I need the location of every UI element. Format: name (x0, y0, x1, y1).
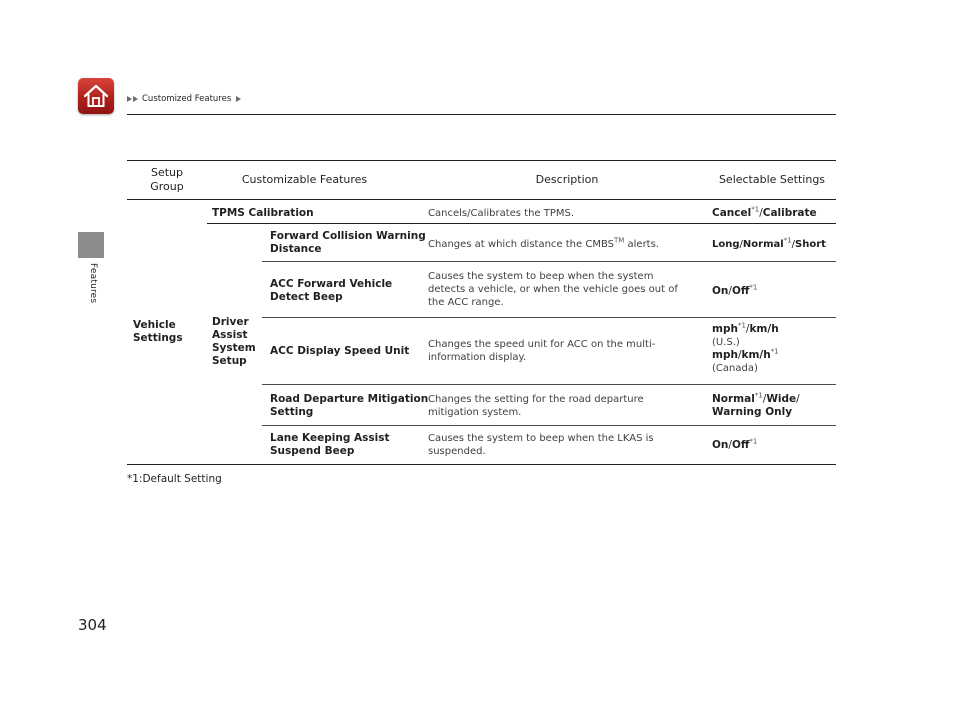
settings-fcw (712, 238, 826, 251)
row-rule (207, 223, 836, 224)
setting-option: Off (731, 285, 750, 297)
setting-option: Calibrate (762, 207, 817, 219)
feature-fcw-distance (270, 230, 426, 256)
settings-lane-keeping (712, 439, 757, 452)
description-line: suspended. (428, 446, 486, 457)
setting-separator: / (791, 239, 796, 250)
setting-option: km/h (741, 349, 771, 361)
row-rule (262, 317, 836, 318)
setting-separator: / (739, 239, 743, 250)
header-rule (127, 114, 836, 115)
header-bottom-rule (127, 199, 836, 200)
description-line: Causes the system to beep when the system (428, 271, 654, 282)
header-customizable-features: Customizable Features (241, 173, 368, 186)
breadcrumb-arrows-icon (127, 96, 138, 102)
setting-separator: / (728, 439, 732, 451)
feature-line: Lane Keeping Assist (270, 432, 390, 444)
description-tpms: Cancels/Calibrates the TPMS. (428, 208, 575, 219)
feature-tpms-calibration: TPMS Calibration (212, 207, 314, 219)
group-vehicle-settings (133, 319, 183, 345)
section-tab-label: Features (88, 263, 98, 304)
description-lane-keeping (428, 432, 654, 458)
group-line2: Settings (133, 332, 183, 344)
group-line1: Vehicle (133, 319, 176, 331)
row-rule (262, 384, 836, 385)
feature-lane-keeping (270, 432, 389, 458)
footnote-default-setting: *1:Default Setting (127, 473, 222, 485)
description-line: detects a vehicle, or when the vehicle goes out of (428, 284, 678, 295)
setting-option: Cancel (712, 207, 752, 219)
region-label: (Canada) (712, 363, 758, 374)
default-marker: *1 (749, 437, 758, 446)
feature-line: Setting (270, 406, 314, 418)
default-marker: *1 (770, 347, 779, 356)
default-marker: *1 (737, 321, 746, 330)
setting-option: Normal (742, 239, 784, 250)
row-rule (262, 425, 836, 426)
setting-option: On (712, 439, 729, 451)
description-acc-forward (428, 270, 678, 309)
breadcrumb-arrow-icon (236, 96, 241, 102)
setting-option: On (712, 285, 729, 297)
setting-option: Warning Only (712, 406, 793, 418)
setting-separator: / (745, 323, 750, 335)
subgroup-line: Setup (212, 355, 247, 367)
table-bottom-rule (127, 464, 836, 465)
trademark-mark: TM (614, 236, 625, 245)
feature-line: Forward Collision Warning (270, 230, 426, 242)
description-line: Changes the setting for the road departure (428, 394, 644, 405)
feature-road-departure (270, 393, 428, 419)
subgroup-driver-assist (212, 316, 256, 368)
setting-separator: / (737, 349, 742, 361)
breadcrumb[interactable] (127, 94, 241, 104)
subgroup-line: Assist (212, 329, 248, 341)
description-line: mitigation system. (428, 407, 522, 418)
setting-option: Wide (766, 393, 797, 405)
feature-line: Distance (270, 243, 322, 255)
region-label: (U.S.) (712, 337, 740, 348)
setting-separator: / (728, 285, 732, 297)
description-acc-speed-unit (428, 338, 655, 364)
description-road-departure (428, 393, 644, 419)
setting-option: Off (731, 439, 750, 451)
feature-acc-forward-vehicle (270, 278, 392, 304)
section-tab-marker (78, 232, 104, 258)
header-setup-group-line1: Setup (150, 166, 184, 179)
table-top-rule (127, 160, 836, 161)
feature-acc-speed-unit: ACC Display Speed Unit (270, 345, 410, 357)
settings-acc-forward (712, 285, 757, 298)
description-line: information display. (428, 352, 527, 363)
home-icon (82, 82, 110, 110)
settings-tpms (712, 207, 817, 220)
feature-line: Road Departure Mitigation (270, 393, 429, 405)
header-description: Description (535, 173, 599, 186)
setting-separator: / (762, 393, 767, 405)
breadcrumb-label: Customized Features (142, 94, 232, 104)
setting-separator: / (759, 207, 763, 219)
default-marker: *1 (754, 391, 763, 400)
description-line: Causes the system to beep when the LKAS is (428, 433, 654, 444)
home-button[interactable] (78, 78, 114, 114)
feature-line: ACC Forward Vehicle (270, 278, 393, 290)
description-line: Changes the speed unit for ACC on the multi- (428, 339, 656, 350)
header-setup-group (127, 166, 207, 194)
setting-option: Normal (712, 393, 755, 405)
setting-option: mph (712, 323, 738, 335)
description-text: Changes at which distance the CMBS (428, 239, 614, 250)
page-number: 304 (78, 616, 107, 634)
subgroup-line: Driver (212, 316, 249, 328)
default-marker: *1 (783, 236, 792, 245)
row-rule (262, 261, 836, 262)
setting-separator: / (796, 393, 800, 405)
setting-option: mph (712, 349, 738, 361)
feature-line: Suspend Beep (270, 445, 355, 457)
subgroup-line: System (212, 342, 256, 354)
feature-line: Detect Beep (270, 291, 343, 303)
description-line: the ACC range. (428, 297, 504, 308)
setting-option: Short (795, 239, 826, 250)
setting-option: Long (712, 239, 740, 250)
default-marker: *1 (751, 205, 760, 214)
settings-road-departure (712, 393, 800, 419)
description-fcw (428, 238, 659, 251)
header-setup-group-line2: Group (150, 180, 184, 193)
header-selectable-settings: Selectable Settings (718, 173, 826, 186)
settings-acc-speed-unit (712, 323, 779, 375)
description-text: alerts. (624, 239, 659, 250)
default-marker: *1 (749, 283, 758, 292)
setting-option: km/h (749, 323, 779, 335)
